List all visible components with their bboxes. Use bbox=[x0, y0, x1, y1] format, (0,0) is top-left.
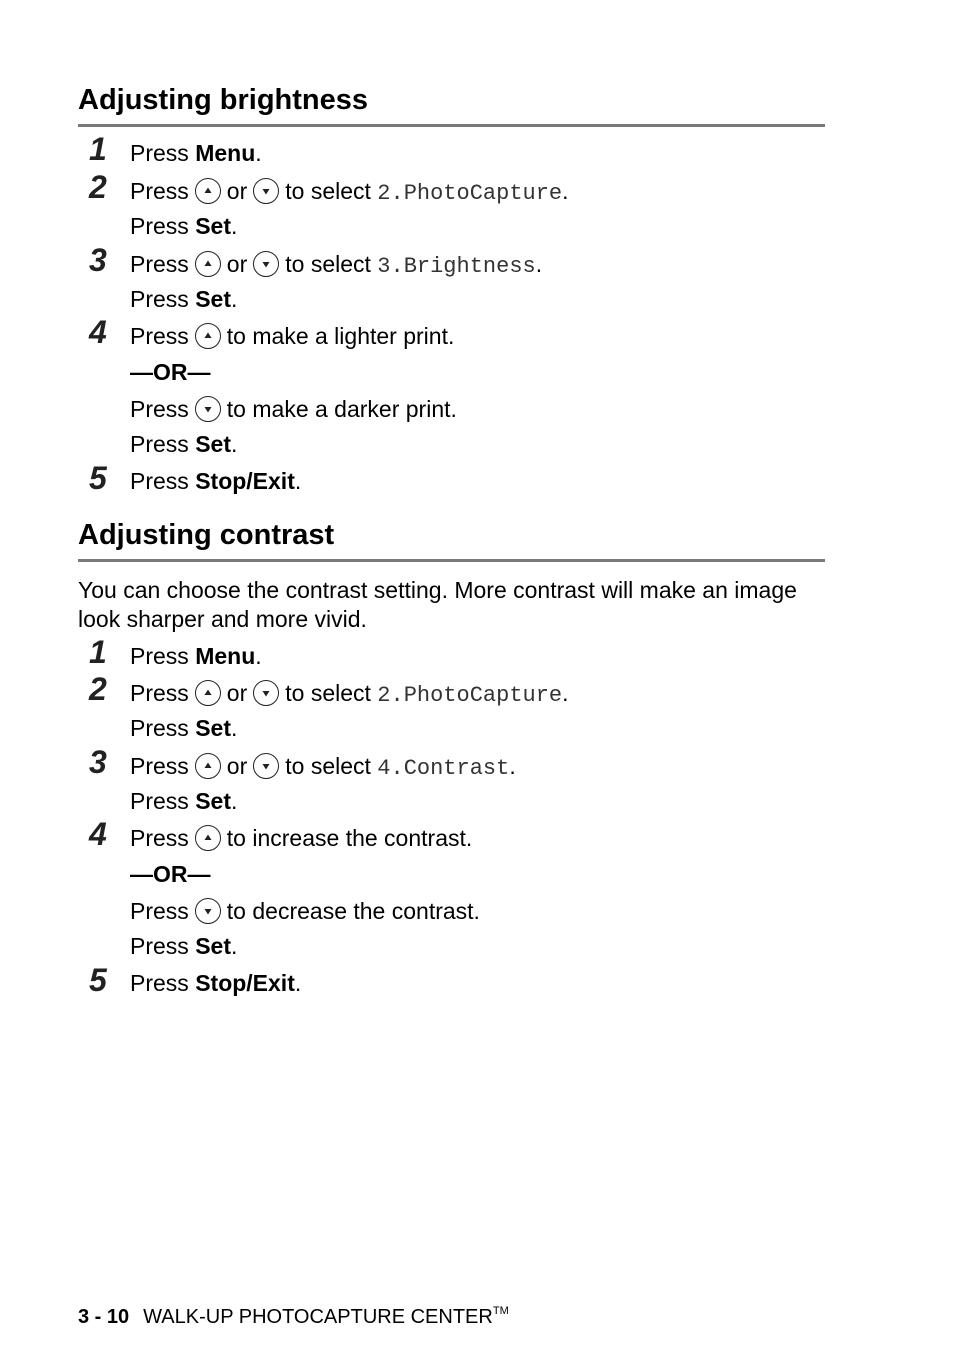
down-arrow-button-icon bbox=[195, 898, 221, 924]
step-line bbox=[130, 897, 480, 925]
step-number: 2 bbox=[89, 671, 107, 707]
step-line: Press or to select 3.Brightness. bbox=[130, 251, 543, 279]
step-text: Press bbox=[130, 468, 189, 494]
step-number: 4 bbox=[89, 314, 107, 350]
or-divider-label: —OR— bbox=[130, 861, 211, 887]
or-divider-label: —OR— bbox=[130, 359, 211, 385]
step-text: to decrease the contrast. bbox=[226, 898, 480, 924]
down-arrow-button-icon bbox=[195, 396, 221, 422]
step-text: Press bbox=[130, 715, 189, 741]
set-key-label: Set bbox=[195, 788, 231, 814]
down-arrow-button-icon bbox=[253, 753, 279, 779]
step-text: Press bbox=[130, 933, 189, 959]
section-title-contrast: Adjusting contrast bbox=[78, 517, 825, 562]
step-text: to select bbox=[285, 753, 371, 779]
step-text: Press bbox=[130, 396, 189, 422]
step-text: to make a lighter print. bbox=[226, 323, 455, 349]
step-line bbox=[130, 395, 457, 423]
step-line: Press Set. bbox=[130, 788, 238, 814]
stop-exit-key-label: Stop/Exit bbox=[195, 468, 295, 494]
step-text: to select bbox=[285, 251, 371, 277]
step-text: Press bbox=[130, 898, 189, 924]
lcd-menu-option: 4.Contrast bbox=[377, 756, 510, 781]
step-text: Press bbox=[130, 178, 189, 204]
down-arrow-button-icon bbox=[253, 680, 279, 706]
step-text: to increase the contrast. bbox=[226, 825, 473, 851]
step-text: Press bbox=[130, 788, 189, 814]
step-line: Press Menu. bbox=[130, 643, 262, 669]
step-text: to select bbox=[285, 680, 371, 706]
step-text: Press bbox=[130, 251, 189, 277]
step-text: Press bbox=[130, 825, 189, 851]
page-number: 3 - 10 bbox=[78, 1306, 130, 1328]
step-line: Press or to select 2.PhotoCapture. bbox=[130, 178, 569, 206]
step-number: 4 bbox=[89, 816, 107, 852]
up-arrow-button-icon bbox=[195, 825, 221, 851]
step-line: Press Stop/Exit. bbox=[130, 468, 302, 494]
step-text: to select bbox=[285, 178, 371, 204]
footer-title: WALK-UP PHOTOCAPTURE CENTER bbox=[143, 1306, 493, 1328]
step-number: 1 bbox=[89, 634, 107, 670]
down-arrow-button-icon bbox=[253, 251, 279, 277]
step-number: 1 bbox=[89, 131, 107, 167]
step-text: Press bbox=[130, 680, 189, 706]
step-line: Press Stop/Exit. bbox=[130, 970, 302, 996]
step-line bbox=[130, 322, 454, 350]
step-line: Press Menu. bbox=[130, 140, 262, 166]
step-line: Press Set. bbox=[130, 431, 238, 457]
up-arrow-button-icon bbox=[195, 680, 221, 706]
page-footer bbox=[78, 1298, 509, 1330]
stop-exit-key-label: Stop/Exit bbox=[195, 970, 295, 996]
up-arrow-button-icon bbox=[195, 251, 221, 277]
step-text: to make a darker print. bbox=[226, 396, 457, 422]
step-line: Press or to select 2.PhotoCapture. bbox=[130, 680, 569, 708]
step-line: Press Set. bbox=[130, 933, 238, 959]
step-text: Press bbox=[130, 970, 189, 996]
lcd-menu-option: 2.PhotoCapture bbox=[377, 683, 563, 708]
set-key-label: Set bbox=[195, 431, 231, 457]
step-text: Press bbox=[130, 643, 189, 669]
step-text: Press bbox=[130, 753, 189, 779]
set-key-label: Set bbox=[195, 213, 231, 239]
step-text: Press bbox=[130, 286, 189, 312]
menu-key-label: Menu bbox=[195, 643, 256, 669]
lcd-menu-option: 2.PhotoCapture bbox=[377, 181, 563, 206]
set-key-label: Set bbox=[195, 286, 231, 312]
step-text: or bbox=[226, 178, 248, 204]
step-number: 3 bbox=[89, 242, 107, 278]
step-text: Press bbox=[130, 140, 189, 166]
lcd-menu-option: 3.Brightness bbox=[377, 254, 536, 279]
trademark-mark: TM bbox=[492, 1305, 509, 1317]
step-number: 3 bbox=[89, 744, 107, 780]
up-arrow-button-icon bbox=[195, 753, 221, 779]
step-text: Press bbox=[130, 431, 189, 457]
up-arrow-button-icon bbox=[195, 178, 221, 204]
set-key-label: Set bbox=[195, 715, 231, 741]
step-text: Press bbox=[130, 323, 189, 349]
down-arrow-button-icon bbox=[253, 178, 279, 204]
step-line bbox=[130, 824, 472, 852]
step-number: 5 bbox=[89, 460, 107, 496]
step-text: or bbox=[226, 251, 248, 277]
step-line: Press or to select 4.Contrast. bbox=[130, 753, 516, 781]
up-arrow-button-icon bbox=[195, 323, 221, 349]
or-divider bbox=[130, 358, 211, 386]
or-divider bbox=[130, 860, 211, 888]
menu-key-label: Menu bbox=[195, 140, 256, 166]
step-text: Press bbox=[130, 213, 189, 239]
step-line: Press Set. bbox=[130, 286, 238, 312]
step-line: Press Set. bbox=[130, 715, 238, 741]
section-title-brightness: Adjusting brightness bbox=[78, 82, 825, 127]
set-key-label: Set bbox=[195, 933, 231, 959]
step-number: 5 bbox=[89, 962, 107, 998]
section-intro: You can choose the contrast setting. More contrast will make an image look sharper and more vivid. bbox=[78, 577, 797, 632]
step-text: or bbox=[226, 680, 248, 706]
step-number: 2 bbox=[89, 169, 107, 205]
step-line: Press Set. bbox=[130, 213, 238, 239]
step-text: or bbox=[226, 753, 248, 779]
